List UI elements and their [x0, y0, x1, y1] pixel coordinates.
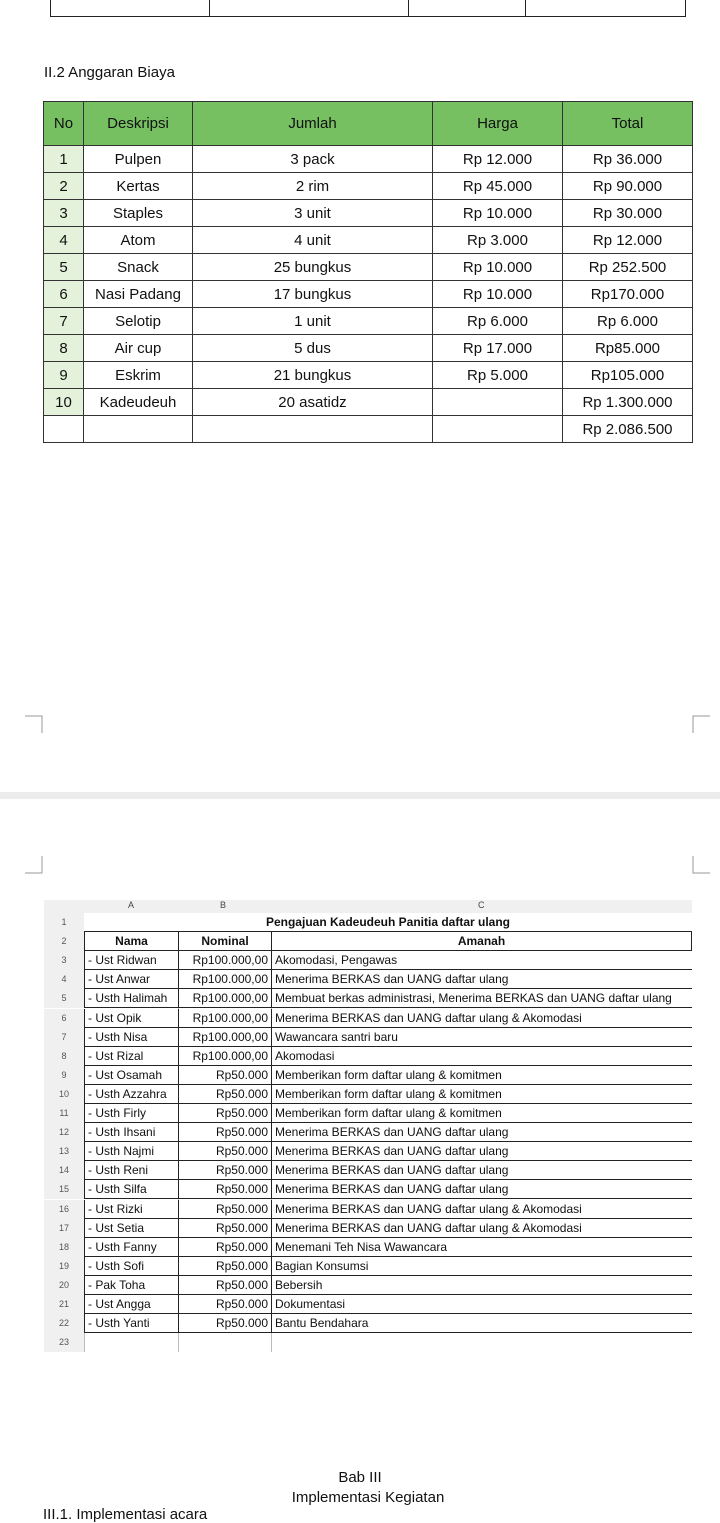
budget-cell-deskripsi: Pulpen: [84, 146, 193, 173]
budget-cell-jumlah: 3 unit: [193, 200, 433, 227]
sheet-cell-amanah: Memberikan form daftar ulang & komitmen: [271, 1104, 692, 1123]
sheet-cell-amanah: Menerima BERKAS dan UANG daftar ulang: [271, 1180, 692, 1199]
crop-mark-icon: [692, 856, 710, 874]
row-number: 2: [44, 932, 84, 951]
budget-cell-jumlah: 2 rim: [193, 173, 433, 200]
sheet-cell-nominal: Rp100.000,00: [178, 951, 271, 970]
top-table-cell-empty: [408, 0, 525, 17]
row-number: 18: [44, 1238, 84, 1257]
row-number: 19: [44, 1257, 84, 1276]
sheet-cell-nama: - Pak Toha: [84, 1276, 178, 1295]
budget-cell-harga: Rp 6.000: [433, 308, 563, 335]
sheet-cell-nama: - Usth Ihsani: [84, 1123, 178, 1142]
budget-cell-no: 3: [44, 200, 84, 227]
row-number: 3: [44, 951, 84, 970]
sheet-cell-nama: - Ust Rizki: [84, 1200, 178, 1219]
budget-row: [44, 200, 693, 227]
top-table-cell-empty: [525, 0, 686, 17]
sheet-cell-nama: - Usth Nisa: [84, 1028, 178, 1047]
budget-cell-deskripsi: Staples: [84, 200, 193, 227]
budget-cell-deskripsi: Nasi Padang: [84, 281, 193, 308]
sheet-cell-nominal: Rp100.000,00: [178, 1028, 271, 1047]
sheet-cell-nama: - Usth Sofi: [84, 1257, 178, 1276]
budget-cell-no: 10: [44, 389, 84, 416]
budget-cell-jumlah: 5 dus: [193, 335, 433, 362]
budget-cell-deskripsi: Air cup: [84, 335, 193, 362]
sheet-cell-nominal: Rp50.000: [178, 1219, 271, 1238]
sheet-cell-nama: - Usth Silfa: [84, 1180, 178, 1199]
chapter-title: Bab III: [338, 1469, 382, 1486]
row-number: 16: [44, 1200, 84, 1219]
budget-cell-jumlah: 25 bungkus: [193, 254, 433, 281]
budget-cell-deskripsi: Eskrim: [84, 362, 193, 389]
row-number: 4: [44, 970, 84, 989]
budget-row: [44, 389, 693, 416]
row-number: 13: [44, 1142, 84, 1161]
budget-cell-harga: Rp 10.000: [433, 200, 563, 227]
crop-mark-icon: [25, 856, 43, 874]
crop-mark-icon: [25, 715, 43, 733]
sheet-cell-nominal: Rp50.000: [178, 1085, 271, 1104]
budget-cell-total: Rp 2.086.500: [563, 416, 693, 443]
sheet-cell-nama: - Usth Yanti: [84, 1314, 178, 1333]
budget-cell-harga: Rp 5.000: [433, 362, 563, 389]
budget-cell-jumlah: 3 pack: [193, 146, 433, 173]
sheet-cell-nominal: Rp50.000: [178, 1257, 271, 1276]
sheet-cell-nama: - Usth Halimah: [84, 989, 178, 1008]
sheet-cell-nominal: Rp100.000,00: [178, 1009, 271, 1028]
budget-row: [44, 362, 693, 389]
budget-cell-harga: Rp 12.000: [433, 146, 563, 173]
budget-row: [44, 173, 693, 200]
sheet-cell-nominal: Rp50.000: [178, 1142, 271, 1161]
budget-cell-jumlah: 21 bungkus: [193, 362, 433, 389]
budget-cell-harga: [433, 416, 563, 443]
budget-cell-deskripsi: [84, 416, 193, 443]
sheet-cell-nominal: Rp100.000,00: [178, 1047, 271, 1066]
budget-cell-total: Rp85.000: [563, 335, 693, 362]
row-number: 21: [44, 1295, 84, 1314]
sheet-cell-amanah: Akomodasi: [271, 1047, 692, 1066]
sheet-header-cell: Amanah: [271, 932, 692, 951]
budget-header-total: Total: [563, 102, 693, 146]
row-number: 12: [44, 1123, 84, 1142]
sheet-header-cell: Nama: [84, 932, 178, 951]
row-number: 20: [44, 1276, 84, 1295]
sheet-cell-nama: - Ust Setia: [84, 1219, 178, 1238]
budget-cell-harga: Rp 10.000: [433, 281, 563, 308]
budget-header-deskripsi: Deskripsi: [84, 102, 193, 146]
budget-cell-no: 7: [44, 308, 84, 335]
row-number: 7: [44, 1028, 84, 1047]
row-number: 17: [44, 1219, 84, 1238]
budget-cell-no: 5: [44, 254, 84, 281]
sheet-cell-nama: - Usth Azzahra: [84, 1085, 178, 1104]
crop-mark-icon: [692, 715, 710, 733]
budget-cell-no: [44, 416, 84, 443]
budget-row: [44, 335, 693, 362]
budget-cell-total: Rp 36.000: [563, 146, 693, 173]
sheet-cell-amanah: Menerima BERKAS dan UANG daftar ulang: [271, 970, 692, 989]
row-number: 8: [44, 1047, 84, 1066]
budget-cell-deskripsi: Kertas: [84, 173, 193, 200]
sheet-header-cell: Nominal: [178, 932, 271, 951]
budget-cell-total: Rp 12.000: [563, 227, 693, 254]
sheet-cell-amanah: Menerima BERKAS dan UANG daftar ulang: [271, 1142, 692, 1161]
sheet-cell-nama: - Usth Firly: [84, 1104, 178, 1123]
column-letter: C: [478, 900, 485, 910]
budget-cell-harga: Rp 3.000: [433, 227, 563, 254]
sheet-cell-amanah: Menemani Teh Nisa Wawancara: [271, 1238, 692, 1257]
budget-cell-deskripsi: Atom: [84, 227, 193, 254]
budget-cell-jumlah: 1 unit: [193, 308, 433, 335]
budget-cell-total: Rp 90.000: [563, 173, 693, 200]
budget-cell-total: Rp105.000: [563, 362, 693, 389]
budget-cell-total: Rp 6.000: [563, 308, 693, 335]
budget-cell-no: 4: [44, 227, 84, 254]
sheet-cell-amanah: Menerima BERKAS dan UANG daftar ulang & Akomodasi: [271, 1200, 692, 1219]
budget-cell-deskripsi: Kadeudeuh: [84, 389, 193, 416]
budget-cell-jumlah: 17 bungkus: [193, 281, 433, 308]
sheet-cell-amanah: Memberikan form daftar ulang & komitmen: [271, 1066, 692, 1085]
chapter-subtitle: Implementasi Kegiatan: [291, 1489, 445, 1506]
row-number: 15: [44, 1180, 84, 1199]
budget-cell-no: 8: [44, 335, 84, 362]
budget-cell-harga: Rp 10.000: [433, 254, 563, 281]
sheet-cell-nominal: Rp50.000: [178, 1104, 271, 1123]
budget-table: [43, 101, 693, 443]
budget-cell-no: 6: [44, 281, 84, 308]
budget-cell-total: Rp 1.300.000: [563, 389, 693, 416]
row-number: 5: [44, 989, 84, 1008]
sheet-cell-amanah: Akomodasi, Pengawas: [271, 951, 692, 970]
sheet-cell-amanah: Memberikan form daftar ulang & komitmen: [271, 1085, 692, 1104]
sheet-cell-nama: - Usth Fanny: [84, 1238, 178, 1257]
row-number: 11: [44, 1104, 84, 1123]
sheet-cell-amanah: Menerima BERKAS dan UANG daftar ulang: [271, 1161, 692, 1180]
budget-cell-harga: [433, 389, 563, 416]
sheet-cell-amanah: Menerima BERKAS dan UANG daftar ulang & Akomodasi: [271, 1219, 692, 1238]
sheet-cell-amanah: Bebersih: [271, 1276, 692, 1295]
budget-header-harga: Harga: [433, 102, 563, 146]
budget-row: [44, 308, 693, 335]
budget-row: [44, 227, 693, 254]
budget-cell-no: 1: [44, 146, 84, 173]
budget-cell-jumlah: 20 asatidz: [193, 389, 433, 416]
top-table-fragment: [0, 0, 720, 18]
row-number: 23: [44, 1333, 84, 1352]
top-table-activity: [250, 0, 355, 2]
row-number: 6: [44, 1009, 84, 1028]
budget-cell-no: 2: [44, 173, 84, 200]
sheet-cell-amanah: Bantu Bendahara: [271, 1314, 692, 1333]
sheet-title: Pengajuan Kadeudeuh Panitia daftar ulang: [84, 913, 692, 932]
sheet-cell-nominal: Rp50.000: [178, 1200, 271, 1219]
budget-cell-harga: Rp 45.000: [433, 173, 563, 200]
budget-header-row: [44, 102, 693, 146]
sheet-cell-nominal: Rp100.000,00: [178, 970, 271, 989]
sheet-cell-amanah: Dokumentasi: [271, 1295, 692, 1314]
column-header-bar: [44, 900, 692, 914]
sheet-cell-amanah: Menerima BERKAS dan UANG daftar ulang & Akomodasi: [271, 1009, 692, 1028]
section-heading: III.1. Implementasi acara: [43, 1506, 208, 1523]
budget-row: [44, 146, 693, 173]
budget-header-no: No: [44, 102, 84, 146]
row-number: 1: [44, 913, 84, 932]
budget-cell-deskripsi: Selotip: [84, 308, 193, 335]
budget-cell-total: Rp 252.500: [563, 254, 693, 281]
budget-row: [44, 281, 693, 308]
sheet-cell-nama: - Ust Osamah: [84, 1066, 178, 1085]
sheet-gridline: [84, 1333, 85, 1352]
row-number: 14: [44, 1161, 84, 1180]
sheet-cell-amanah: Menerima BERKAS dan UANG daftar ulang: [271, 1123, 692, 1142]
row-number: 10: [44, 1085, 84, 1104]
budget-row: [44, 416, 693, 443]
budget-cell-harga: Rp 17.000: [433, 335, 563, 362]
sheet-cell-nama: - Ust Angga: [84, 1295, 178, 1314]
sheet-cell-nominal: Rp50.000: [178, 1276, 271, 1295]
sheet-cell-nama: - Ust Rizal: [84, 1047, 178, 1066]
sheet-cell-nama: - Usth Reni: [84, 1161, 178, 1180]
page-divider: [0, 792, 720, 799]
budget-row: [44, 254, 693, 281]
sheet-cell-amanah: Wawancara santri baru: [271, 1028, 692, 1047]
sheet-cell-nominal: Rp50.000: [178, 1314, 271, 1333]
top-table-cell-time: [50, 0, 209, 17]
column-letter: B: [220, 900, 227, 910]
budget-header-jumlah: Jumlah: [193, 102, 433, 146]
top-table-cell-activity: [209, 0, 408, 17]
sheet-cell-nominal: Rp50.000: [178, 1066, 271, 1085]
sheet-cell-amanah: Membuat berkas administrasi, Menerima BERKAS dan UANG daftar ulang: [271, 989, 692, 1008]
sheet-cell-nominal: Rp100.000,00: [178, 989, 271, 1008]
column-letter: A: [128, 900, 135, 910]
sheet-cell-nama: - Ust Anwar: [84, 970, 178, 989]
budget-cell-total: Rp170.000: [563, 281, 693, 308]
section-title: II.2 Anggaran Biaya: [44, 64, 175, 81]
sheet-cell-nama: - Ust Opik: [84, 1009, 178, 1028]
sheet-cell-nominal: Rp50.000: [178, 1238, 271, 1257]
sheet-cell-nominal: Rp50.000: [178, 1295, 271, 1314]
budget-cell-jumlah: [193, 416, 433, 443]
sheet-cell-nominal: Rp50.000: [178, 1161, 271, 1180]
budget-cell-no: 9: [44, 362, 84, 389]
sheet-cell-nominal: Rp50.000: [178, 1180, 271, 1199]
sheet-cell-amanah: Bagian Konsumsi: [271, 1257, 692, 1276]
budget-cell-deskripsi: Snack: [84, 254, 193, 281]
sheet-cell-nominal: Rp50.000: [178, 1123, 271, 1142]
row-number: 9: [44, 1066, 84, 1085]
sheet-cell-nama: - Ust Ridwan: [84, 951, 178, 970]
top-table-time: [89, 0, 165, 2]
row-number: 22: [44, 1314, 84, 1333]
sheet-cell-nama: - Usth Najmi: [84, 1142, 178, 1161]
budget-cell-total: Rp 30.000: [563, 200, 693, 227]
budget-cell-jumlah: 4 unit: [193, 227, 433, 254]
